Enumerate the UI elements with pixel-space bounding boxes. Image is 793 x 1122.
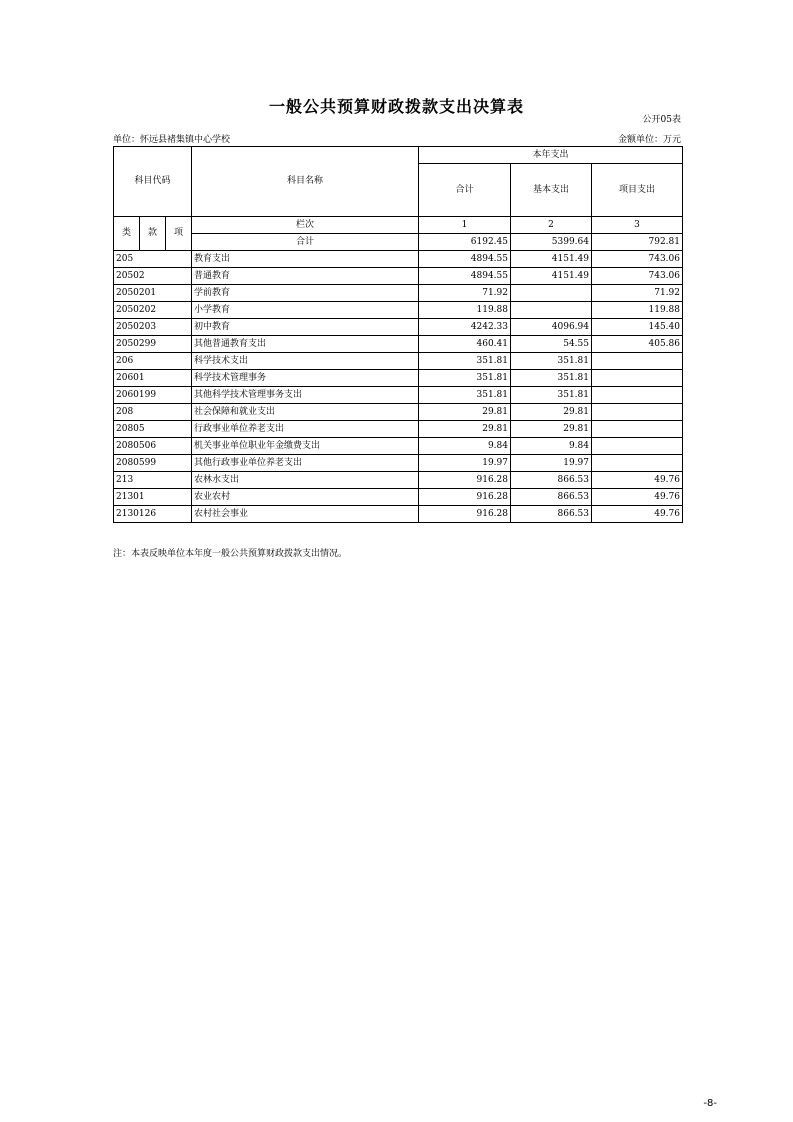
row-name: 行政事业单位养老支出 (192, 421, 419, 438)
row-basic: 866.53 (511, 506, 592, 523)
header-xiang: 项 (166, 217, 192, 251)
row-project (592, 353, 683, 370)
row-basic: 351.81 (511, 353, 592, 370)
row-basic: 4151.49 (511, 251, 592, 268)
row-code: 20805 (114, 421, 192, 438)
row-name: 其他行政事业单位养老支出 (192, 455, 419, 472)
row-code: 2050201 (114, 285, 192, 302)
table-row (114, 370, 683, 387)
row-total: 916.28 (419, 472, 511, 489)
row-basic: 866.53 (511, 489, 592, 506)
row-name: 小学教育 (192, 302, 419, 319)
header-col-2: 2 (511, 217, 592, 234)
row-basic (511, 285, 592, 302)
header-year-expense: 本年支出 (419, 147, 683, 164)
row-basic: 54.55 (511, 336, 592, 353)
row-total: 4894.55 (419, 251, 511, 268)
table-row (114, 268, 683, 285)
table-row (114, 472, 683, 489)
page-number: -8- (703, 1098, 717, 1109)
row-name: 科学技术支出 (192, 353, 419, 370)
row-total: 351.81 (419, 387, 511, 404)
row-basic: 866.53 (511, 472, 592, 489)
row-total: 71.92 (419, 285, 511, 302)
row-code: 20601 (114, 370, 192, 387)
row-code: 205 (114, 251, 192, 268)
row-total: 351.81 (419, 370, 511, 387)
row-code: 2080506 (114, 438, 192, 455)
row-basic (511, 302, 592, 319)
header-subject-code: 科目代码 (114, 147, 192, 217)
header-total: 合计 (419, 164, 511, 217)
row-project: 49.76 (592, 489, 683, 506)
row-total: 351.81 (419, 353, 511, 370)
table-row (114, 438, 683, 455)
row-code: 2050299 (114, 336, 192, 353)
row-total: 29.81 (419, 404, 511, 421)
row-code: 2130126 (114, 506, 192, 523)
header-col-1: 1 (419, 217, 511, 234)
row-project (592, 404, 683, 421)
row-basic: 4096.94 (511, 319, 592, 336)
row-project (592, 421, 683, 438)
header-lei: 类 (114, 217, 140, 251)
row-code: 208 (114, 404, 192, 421)
row-project: 119.88 (592, 302, 683, 319)
unit-label: 单位：怀远县褚集镇中心学校 (113, 135, 231, 145)
header-col-3: 3 (592, 217, 683, 234)
total-row-project: 792.81 (592, 234, 683, 251)
row-project: 49.76 (592, 472, 683, 489)
row-name: 农业农村 (192, 489, 419, 506)
row-project: 743.06 (592, 268, 683, 285)
row-name: 机关事业单位职业年金缴费支出 (192, 438, 419, 455)
row-total: 916.28 (419, 489, 511, 506)
row-name: 初中教育 (192, 319, 419, 336)
total-row-label: 合计 (192, 234, 419, 251)
row-basic: 4151.49 (511, 268, 592, 285)
table-row (114, 302, 683, 319)
row-name: 其他科学技术管理事务支出 (192, 387, 419, 404)
row-name: 教育支出 (192, 251, 419, 268)
row-basic: 351.81 (511, 370, 592, 387)
table-row (114, 336, 683, 353)
row-basic: 29.81 (511, 421, 592, 438)
table-row (114, 404, 683, 421)
table-row (114, 421, 683, 438)
row-code: 2050203 (114, 319, 192, 336)
row-name: 普通教育 (192, 268, 419, 285)
header-column-label: 栏次 (192, 217, 419, 234)
row-basic: 19.97 (511, 455, 592, 472)
expenditure-table (113, 146, 683, 523)
row-code: 2060199 (114, 387, 192, 404)
row-name: 农村社会事业 (192, 506, 419, 523)
amount-unit-label: 金额单位：万元 (617, 135, 681, 145)
row-code: 206 (114, 353, 192, 370)
total-row-basic: 5399.64 (511, 234, 592, 251)
row-project: 405.86 (592, 336, 683, 353)
row-project: 49.76 (592, 506, 683, 523)
row-code: 2050202 (114, 302, 192, 319)
table-row (114, 285, 683, 302)
table-row (114, 455, 683, 472)
row-code: 20502 (114, 268, 192, 285)
row-total: 460.41 (419, 336, 511, 353)
row-project: 145.40 (592, 319, 683, 336)
total-row-total: 6192.45 (419, 234, 511, 251)
row-basic: 29.81 (511, 404, 592, 421)
table-row (114, 353, 683, 370)
header-subject-name: 科目名称 (192, 147, 419, 217)
row-total: 119.88 (419, 302, 511, 319)
row-code: 2080599 (114, 455, 192, 472)
row-name: 社会保障和就业支出 (192, 404, 419, 421)
row-code: 213 (114, 472, 192, 489)
table-row (114, 489, 683, 506)
table-note: 注：本表反映单位本年度一般公共预算财政拨款支出情况。 (113, 549, 348, 559)
row-project (592, 387, 683, 404)
row-code: 21301 (114, 489, 192, 506)
row-total: 916.28 (419, 506, 511, 523)
row-name: 其他普通教育支出 (192, 336, 419, 353)
table-row (114, 251, 683, 268)
row-project: 71.92 (592, 285, 683, 302)
table-row (114, 387, 683, 404)
row-basic: 351.81 (511, 387, 592, 404)
form-number: 公开05表 (642, 115, 681, 125)
table-row (114, 319, 683, 336)
row-name: 农林水支出 (192, 472, 419, 489)
row-project: 743.06 (592, 251, 683, 268)
row-total: 4894.55 (419, 268, 511, 285)
row-total: 4242.33 (419, 319, 511, 336)
header-kuan: 款 (140, 217, 166, 251)
table-row (114, 506, 683, 523)
row-project (592, 438, 683, 455)
header-basic: 基本支出 (511, 164, 592, 217)
row-project (592, 370, 683, 387)
page-title: 一般公共预算财政拨款支出决算表 (268, 97, 524, 116)
row-name: 学前教育 (192, 285, 419, 302)
row-project (592, 455, 683, 472)
row-total: 9.84 (419, 438, 511, 455)
header-project: 项目支出 (592, 164, 683, 217)
row-total: 19.97 (419, 455, 511, 472)
row-name: 科学技术管理事务 (192, 370, 419, 387)
row-total: 29.81 (419, 421, 511, 438)
row-basic: 9.84 (511, 438, 592, 455)
